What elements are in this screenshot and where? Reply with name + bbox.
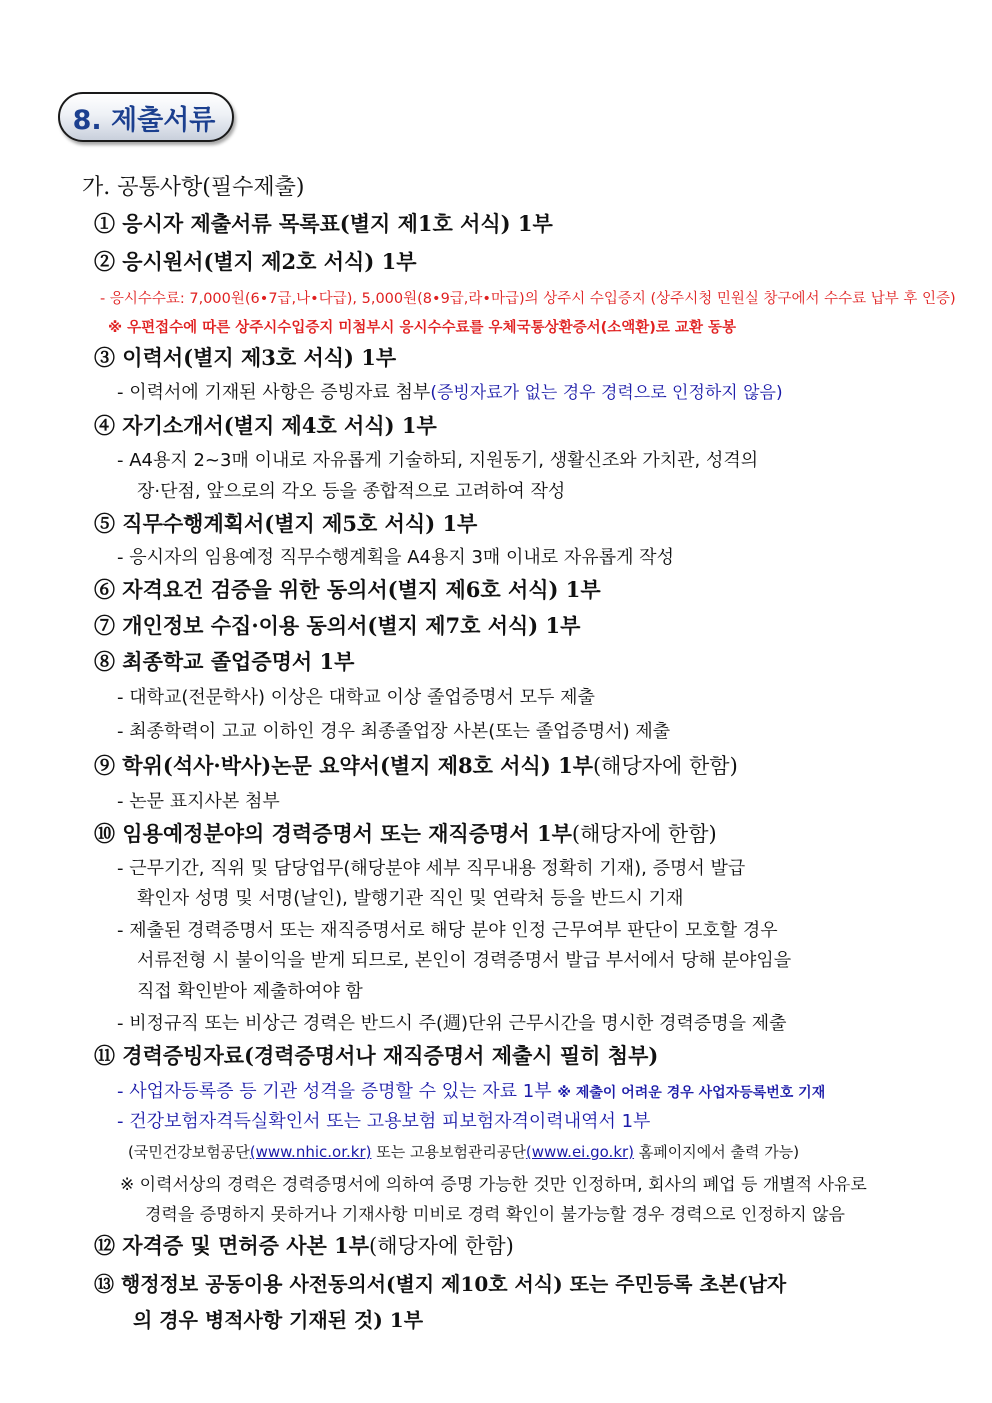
item-10 (94, 818, 717, 848)
subheading: 가. 공통사항(필수제출) (82, 175, 305, 200)
item-9-qualifier: (해당자에 한함) (592, 754, 738, 778)
item-1: ① 응시자 제출서류 목록표(별지 제1호 서식) 1부 (94, 211, 553, 236)
item-3-sub-1-note: (증빙자료가 없는 경우 경력으로 인정하지 않음) (430, 383, 783, 403)
section-title: 8. 제출서류 (72, 104, 216, 136)
item-12-title: ⑫ 자격증 및 면허증 사본 1부 (94, 1233, 370, 1258)
item-13-line-1: ⑬ 행정정보 공동이용 사전동의서(별지 제10호 서식) 또는 주민등록 초본(남자 (94, 1272, 787, 1296)
item-11-sub-1 (117, 1077, 825, 1103)
item-11: ⑪ 경력증빙자료(경력증명서나 재직증명서 제출시 필히 첨부) (94, 1043, 659, 1068)
item-11-sub-1-text: - 사업자등록증 등 기관 성격을 증명할 수 있는 자료 1부 (117, 1081, 552, 1102)
ei-link[interactable]: (www.ei.go.kr) (525, 1143, 635, 1161)
item-11-sub-4: ※ 이력서상의 경력은 경력증명서에 의하여 증명 가능한 것만 인정하며, 회사의 폐업 등 개별적 사유로 (120, 1175, 867, 1195)
item-10-sub-2: 확인자 성명 및 서명(날인), 발행기관 직인 및 연락처 등을 반드시 기재 (137, 888, 684, 909)
item-3: ③ 이력서(별지 제3호 서식) 1부 (94, 345, 397, 370)
item-11-sub-3-e: 홈페이지에서 출력 가능) (634, 1143, 800, 1161)
item-10-sub-1: - 근무기간, 직위 및 담당업무(해당분야 세부 직무내용 정확히 기재), 증명서 발급 (117, 858, 746, 879)
nhic-link[interactable]: (www.nhic.or.kr) (249, 1143, 372, 1161)
item-6: ⑥ 자격요건 검증을 위한 동의서(별지 제6호 서식) 1부 (94, 577, 601, 602)
item-10-sub-5: 직접 확인받아 제출하여야 함 (137, 981, 363, 1002)
item-9 (94, 750, 738, 780)
item-9-title: ⑨ 학위(석사·박사)논문 요약서(별지 제8호 서식) 1부 (94, 753, 593, 778)
item-2-mail-note: ※ 우편접수에 따른 상주시수입증지 미첨부시 응시수수료를 우체국통상환증서(소액환)로 교환 동봉 (108, 320, 737, 336)
item-11-sub-2: - 건강보험자격득실확인서 또는 고용보험 피보험자격이력내역서 1부 (117, 1111, 651, 1132)
item-10-sub-6: - 비정규직 또는 비상근 경력은 반드시 주(週)단위 근무시간을 명시한 경력증명을 제출 (117, 1013, 787, 1034)
item-8: ⑧ 최종학교 졸업증명서 1부 (94, 649, 355, 674)
item-2: ② 응시원서(별지 제2호 서식) 1부 (94, 249, 417, 274)
item-2-fee-note: - 응시수수료: 7,000원(6•7급,나•다급), 5,000원(8•9급,라•마급)의 상주시 수입증지 (상주시청 민원실 창구에서 수수료 납부 후 인증) (100, 291, 956, 307)
item-11-sub-3 (128, 1141, 799, 1162)
item-9-sub-1: - 논문 표지사본 첨부 (117, 791, 280, 812)
item-10-sub-3: - 제출된 경력증명서 또는 재직증명서로 해당 분야 인정 근무여부 판단이 모호할 경우 (117, 920, 778, 941)
item-3-sub-1 (117, 378, 783, 404)
section-title-badge (58, 92, 234, 142)
item-11-sub-3-a: (국민건강보험공단 (128, 1143, 250, 1161)
item-11-sub-1-note: ※ 제출이 어려운 경우 사업자등록번호 기재 (557, 1085, 826, 1101)
item-10-title: ⑩ 임용예정분야의 경력증명서 또는 재직증명서 1부 (94, 821, 572, 846)
item-5: ⑤ 직무수행계획서(별지 제5호 서식) 1부 (94, 511, 478, 536)
item-8-sub-2: - 최종학력이 고교 이하인 경우 최종졸업장 사본(또는 졸업증명서) 제출 (117, 721, 671, 742)
item-11-sub-5: 경력을 증명하지 못하거나 기재사항 미비로 경력 확인이 불가능할 경우 경력으로 인정하지 않음 (145, 1205, 845, 1225)
item-4-sub-2: 장·단점, 앞으로의 각오 등을 종합적으로 고려하여 작성 (137, 481, 566, 502)
item-10-sub-4: 서류전형 시 불이익을 받게 되므로, 본인이 경력증명서 발급 부서에서 당해 분야임을 (137, 950, 792, 971)
item-12 (94, 1230, 514, 1260)
item-4: ④ 자기소개서(별지 제4호 서식) 1부 (94, 413, 437, 438)
item-5-sub-1: - 응시자의 임용예정 직무수행계획을 A4용지 3매 이내로 자유롭게 작성 (117, 547, 674, 568)
item-4-sub-1: - A4용지 2~3매 이내로 자유롭게 기술하되, 지원동기, 생활신조와 가치관, 성격의 (117, 450, 759, 471)
item-12-qualifier: (해당자에 한함) (369, 1234, 514, 1258)
item-8-sub-1: - 대학교(전문학사) 이상은 대학교 이상 졸업증명서 모두 제출 (117, 687, 595, 708)
item-7: ⑦ 개인정보 수집·이용 동의서(별지 제7호 서식) 1부 (94, 613, 581, 638)
item-13-line-2: 의 경우 병적사항 기재된 것) 1부 (133, 1308, 424, 1332)
item-3-sub-1-text: - 이력서에 기재된 사항은 증빙자료 첨부 (117, 382, 431, 403)
item-10-qualifier: (해당자에 한함) (571, 822, 717, 846)
item-11-sub-3-c: 또는 고용보험관리공단 (371, 1143, 526, 1161)
